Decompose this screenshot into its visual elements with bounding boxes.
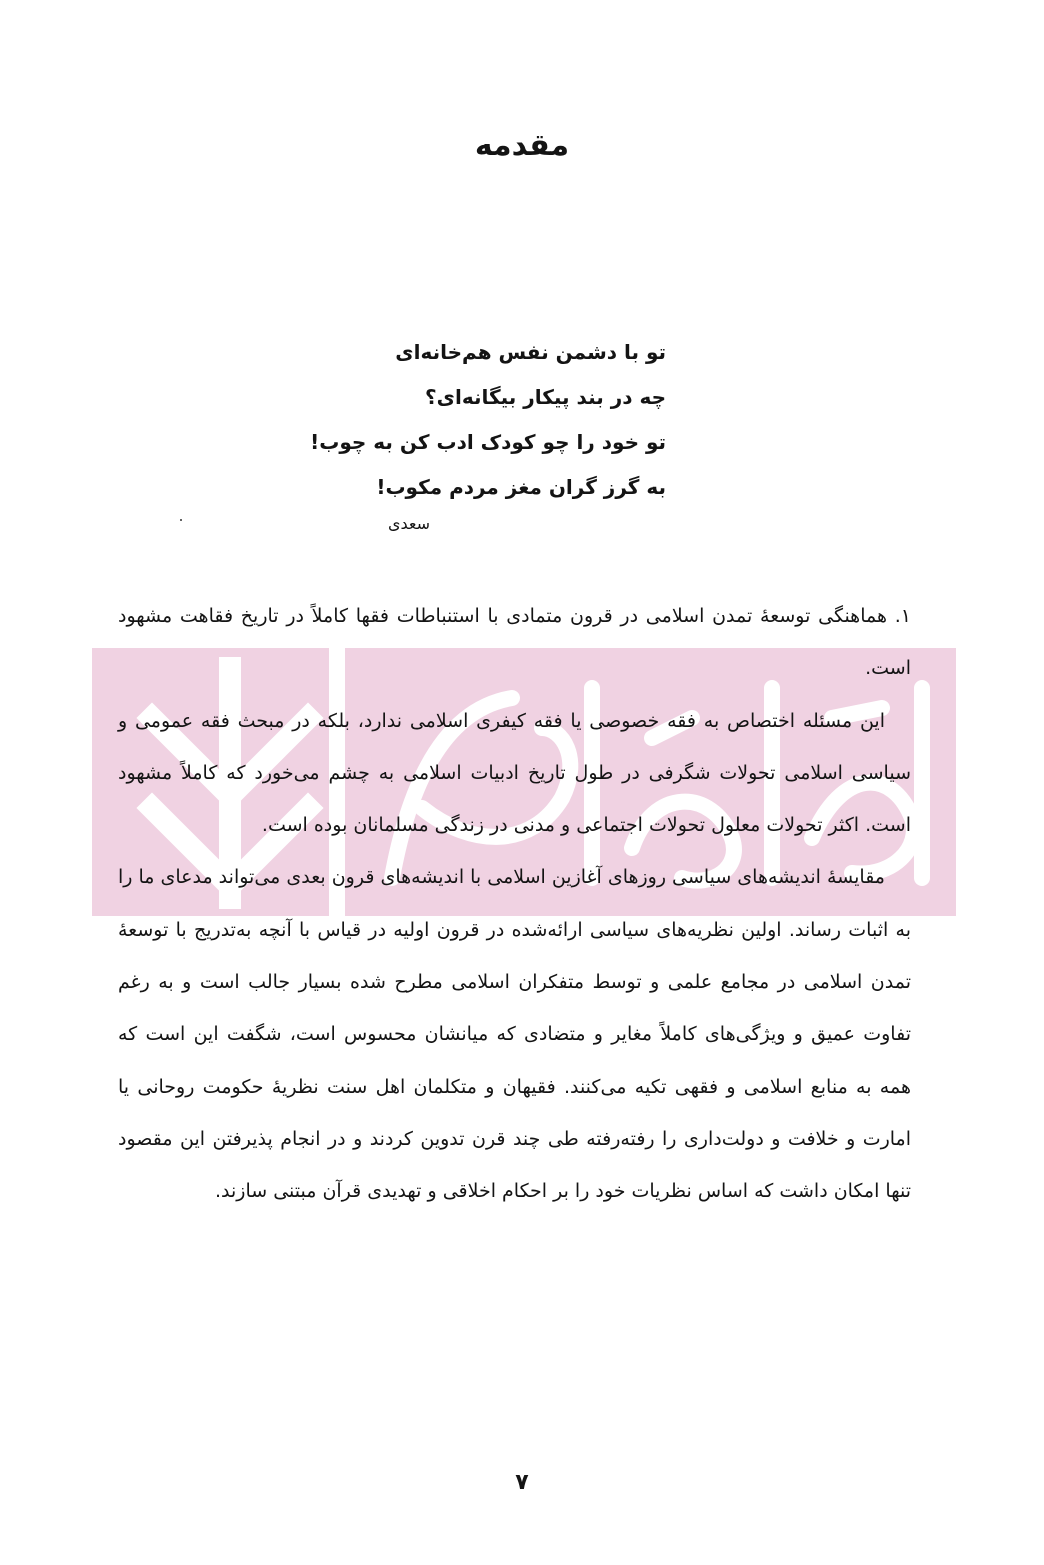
poem-attribution: سعدی (387, 514, 430, 533)
poem-line: تو با دشمن نفس هم‌خانه‌ای (395, 340, 666, 364)
poem-line: تو خود را چو کودک ادب کن به چوب! (310, 430, 666, 454)
body-text (118, 590, 911, 1218)
paragraph: این مسئله اختصاص به فقه خصوصی یا فقه کیفری اسلامی ندارد، بلکه در مبحث فقه عمومی و سیاسی اسلامی تحولات شگرفی در طول تاریخ ادبیات اسلامی به چشم می‌خورد که کاملاً مشهود است. اکثر تحولات معلول تحولات اجتماعی و مدنی در زندگی مسلمانان بوده است. (118, 709, 911, 837)
poem-line: به گرز گران مغز مردم مکوب! (376, 475, 666, 499)
poem-line: چه در بند پیکار بیگانه‌ای؟ (425, 385, 666, 409)
paragraph: مقایسهٔ اندیشه‌های سیاسی روزهای آغازین اسلامی با اندیشه‌های قرون بعدی می‌تواند مدعای ما را به اثبات رساند. اولین نظریه‌های سیاسی ارائه‌شده در قرون اولیه در قیاس با آنچه به‌تدریج با توسعهٔ تمدن اسلامی در مجامع علمی و توسط متفکران اسلامی مطرح شده بسیار جالب است و به رغم تفاوت عمیق و ویژگی‌های کاملاً مغایر و متضادی که میانشان محسوس است، شگفت این است که همه به منابع اسلامی و فقهی تکیه می‌کنند. فقیهان و متکلمان اهل سنت نظریهٔ حکومت روحانی یا امارت و خلافت و دولت‌داری را رفته‌رفته طی چند قرن تدوین کردند و در انجام پذیرفتن این مقصود تنها امکان داشت که اساس نظریات خود را بر احکام اخلاقی و تهدیدی قرآن مبتنی سازند. (118, 866, 911, 1203)
epigraph-poem (310, 330, 666, 538)
page-title: مقدمه (474, 128, 570, 163)
page-number: ۷ (515, 1470, 529, 1495)
stray-dot (180, 519, 182, 521)
paragraph: ۱. هماهنگی توسعهٔ تمدن اسلامی در قرون متمادی با استنباطات فقها کاملاً در تاریخ فقاهت مشهود است. (118, 605, 911, 680)
